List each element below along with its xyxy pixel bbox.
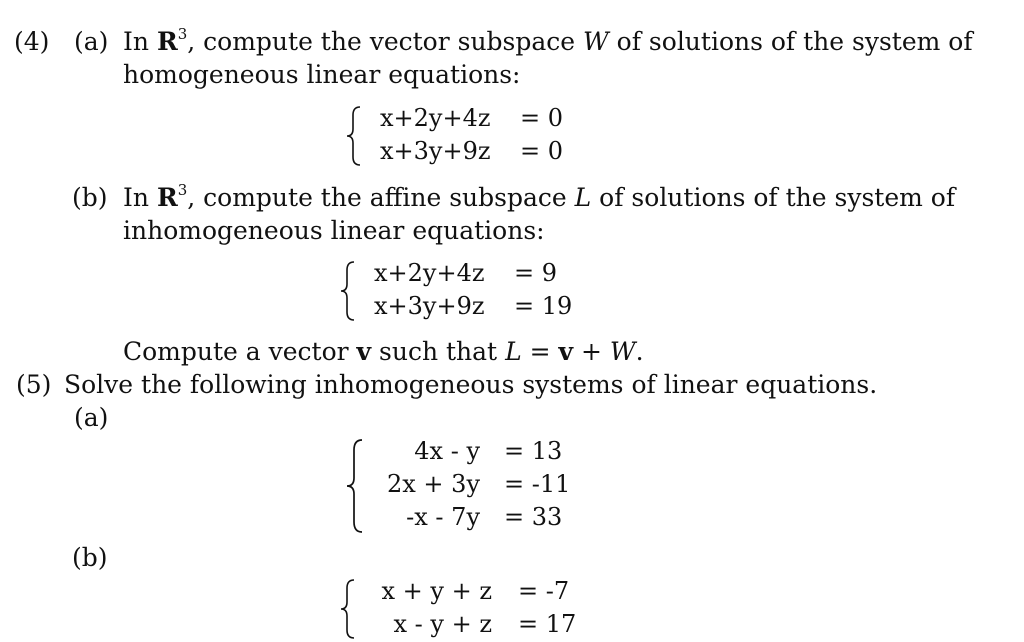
- problem-4b-line2: inhomogeneous linear equations:: [123, 216, 545, 245]
- problem-4a-line2: homogeneous linear equations:: [123, 60, 521, 89]
- equation-row: [368, 609, 577, 639]
- symbol-l: L: [505, 337, 522, 366]
- equation-rhs: = 0: [520, 104, 564, 132]
- equation-rhs: = 0: [520, 137, 564, 165]
- equation-row: [376, 469, 571, 499]
- intro-text: of solutions of the system of: [608, 27, 973, 56]
- equation-lhs: x+3y+9z: [374, 292, 485, 320]
- problem-5a-label: (a): [74, 403, 109, 432]
- left-brace-icon: [338, 260, 360, 322]
- problem-4-number: (4): [14, 27, 50, 56]
- equation-lhs: 2x + 3y: [387, 470, 480, 498]
- equation-rhs: = -7: [518, 577, 570, 605]
- subspace-symbol-l: L: [574, 183, 592, 212]
- equation-rhs: = 9: [514, 259, 558, 287]
- equation-rhs: = 13: [504, 437, 563, 465]
- equation-rhs: = 17: [518, 610, 577, 638]
- equation-row: [380, 103, 564, 133]
- problem-4b-label: (b): [72, 183, 108, 212]
- equation-row: [374, 291, 573, 321]
- intro-text: , compute the affine subspace: [187, 183, 575, 212]
- equation-row: [368, 576, 570, 606]
- intro-text: of solutions of the system of: [591, 183, 956, 212]
- intro-text: , compute the vector subspace: [187, 27, 584, 56]
- dimension-exponent: 3: [177, 25, 188, 43]
- left-brace-icon: [338, 578, 360, 640]
- equation-lhs: x + y + z: [381, 577, 492, 605]
- equation-row: [376, 502, 563, 532]
- equation-lhs: x+2y+4z: [380, 104, 491, 132]
- intro-text: In: [123, 27, 157, 56]
- dimension-exponent: 3: [177, 181, 188, 199]
- left-brace-icon: [344, 105, 366, 167]
- equals-sign: =: [521, 337, 559, 366]
- equation-lhs: 4x - y: [414, 437, 480, 465]
- equation-lhs: x+3y+9z: [380, 137, 491, 165]
- equation-row: [380, 136, 564, 166]
- left-brace-icon: [344, 438, 368, 534]
- subspace-symbol-w: W: [583, 27, 609, 56]
- equation-row: [374, 258, 558, 288]
- compute-text: Compute a vector: [123, 337, 357, 366]
- equation-rhs: = 19: [514, 292, 573, 320]
- problem-5-intro: Solve the following inhomogeneous systems of linear equations.: [64, 370, 878, 399]
- problem-4b-intro-line: [123, 183, 955, 213]
- equation-lhs: x - y + z: [393, 610, 492, 638]
- vector-v: v: [356, 337, 372, 366]
- intro-text: In: [123, 183, 157, 212]
- problem-5b-label: (b): [72, 543, 108, 572]
- equation-lhs: x+2y+4z: [374, 259, 485, 287]
- plus-sign: +: [573, 337, 610, 366]
- equation-lhs: -x - 7y: [406, 503, 480, 531]
- problem-4b-compute-line: [123, 337, 644, 367]
- real-field-symbol: R: [156, 183, 178, 212]
- real-field-symbol: R: [156, 27, 178, 56]
- period: .: [635, 337, 644, 366]
- symbol-w: W: [609, 337, 636, 366]
- problem-4a-intro-line: [123, 27, 973, 57]
- equation-rhs: = -11: [504, 470, 571, 498]
- equation-row: [376, 436, 563, 466]
- problem-5-number: (5): [16, 370, 52, 399]
- vector-v: v: [558, 337, 574, 366]
- compute-text: such that: [371, 337, 506, 366]
- problem-4a-label: (a): [74, 27, 109, 56]
- equation-rhs: = 33: [504, 503, 563, 531]
